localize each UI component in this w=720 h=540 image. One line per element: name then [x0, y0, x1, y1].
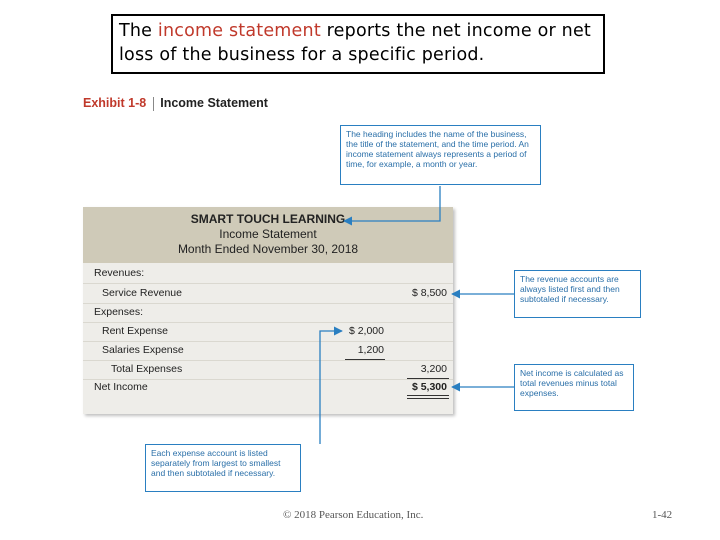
statement-period: Month Ended November 30, 2018	[177, 242, 359, 256]
callout-expense: Each expense account is listed separately from largest to smallest and then subtotaled if necessary.	[145, 444, 301, 492]
total-underline	[407, 378, 449, 379]
row-label: Rent Expense	[102, 325, 168, 337]
exhibit-label	[83, 96, 268, 111]
statement-row-revenues	[83, 264, 453, 284]
exhibit-name: Income Statement	[160, 96, 268, 110]
statement-row-expenses	[83, 303, 453, 323]
exhibit-divider	[153, 97, 154, 111]
subtotal-underline	[345, 359, 385, 360]
double-underline-top	[407, 395, 449, 396]
company-name: SMART TOUCH LEARNING	[190, 212, 346, 226]
row-label: Net Income	[94, 381, 148, 393]
title-pre: The	[119, 21, 158, 41]
double-underline-bottom	[407, 398, 449, 399]
exhibit-number: Exhibit 1-8	[83, 96, 147, 110]
row-amount-total: 3,200	[420, 363, 447, 375]
row-label: Salaries Expense	[102, 344, 184, 356]
copyright: © 2018 Pearson Education, Inc.	[283, 509, 424, 521]
income-statement	[83, 207, 453, 414]
page-number: 1-42	[652, 509, 673, 521]
row-label: Expenses:	[94, 306, 144, 318]
row-amount-detail: $ 2,000	[348, 325, 384, 337]
statement-heading	[83, 207, 453, 263]
row-label: Total Expenses	[111, 363, 183, 375]
statement-row-service-revenue	[83, 284, 453, 304]
statement-row-salaries-expense	[83, 341, 453, 361]
statement-title: Income Statement	[219, 227, 317, 241]
row-amount-detail: 1,200	[357, 344, 384, 356]
row-label: Revenues:	[94, 267, 145, 279]
callout-heading: The heading includes the name of the business, the title of the statement, and the time period. An income statement always represents a period of time, for example, a month or year.	[340, 125, 541, 185]
callout-net-income: Net income is calculated as total revenues minus total expenses.	[514, 364, 634, 411]
statement-row-rent-expense	[83, 322, 453, 342]
row-amount-total: $ 5,300	[411, 381, 447, 393]
slide-title	[111, 14, 605, 74]
row-label: Service Revenue	[102, 287, 182, 299]
title-highlight: income statement	[157, 21, 321, 41]
statement-row-net-income	[83, 378, 453, 397]
statement-row-total-expenses	[83, 360, 453, 380]
title-post: reports the net income or net loss of the business for a specific period.	[119, 21, 591, 65]
row-amount-total: $ 8,500	[411, 287, 447, 299]
callout-revenue: The revenue accounts are always listed first and then subtotaled if necessary.	[514, 270, 641, 318]
